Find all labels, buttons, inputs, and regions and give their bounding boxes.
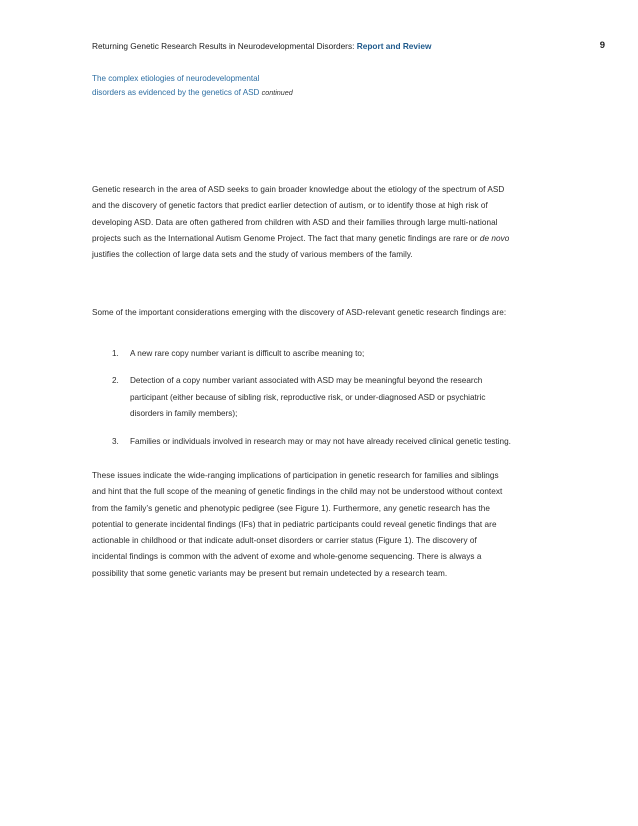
- paragraph-etiology: [92, 182, 512, 263]
- section-heading-line1: The complex etiologies of neurodevelopmental: [92, 74, 260, 83]
- list-item-number: 3.: [112, 437, 119, 447]
- section-heading-line2: disorders as evidenced by the genetics of ASD: [92, 87, 262, 97]
- paragraph-implications: These issues indicate the wide-ranging implications of participation in genetic research for families and siblings and hint that the full scope of the meaning of genetic findings in the child may not be understood without context from the family’s genetic and phenotypic pedigree (see Figure 1). Furthermore, any genetic research has the potential to generate incidental findings (IFs) that in pediatric participants could reveal genetic findings that are actionable in childhood or that indicate adult-onset disorders or carrier status (Figure 1). The discovery of incidental findings is common with the advent of exome and whole-genome sequencing. There is always a possibility that some genetic variants may be present but remain undetected by a research team.: [92, 471, 503, 578]
- paragraph-etiology-italic: de novo: [479, 233, 510, 243]
- continued-label: continued: [261, 87, 293, 97]
- running-header: [92, 39, 604, 53]
- list-item: [92, 373, 512, 422]
- list-item-text: Detection of a copy number variant associated with ASD may be meaningful beyond the research participant (either because of sibling risk, reproductive risk, or under-diagnosed ASD or psychiatric disorders in family members);: [130, 376, 486, 418]
- paragraph-etiology-text-b: justifies the collection of large data sets and the study of various members of the family.: [92, 250, 413, 260]
- report-title: Returning Genetic Research Results in Neurodevelopmental Disorders:: [92, 41, 357, 51]
- list-item: [92, 434, 512, 450]
- list-item-number: 1.: [112, 349, 119, 358]
- list-item-text: Families or individuals involved in research may or may not have already received clinical genetic testing.: [130, 437, 511, 447]
- paragraph-etiology-text-a: Genetic research in the area of ASD seeks to gain broader knowledge about the etiology of the spectrum of ASD and the discovery of genetic factors that predict earlier detection of autism, or to identify those at high risk of developing ASD. Data are often gathered from children with ASD and their families through large multi-national projects such as the International Autism Genome Project. The fact that many genetic findings are rare or: [92, 185, 505, 243]
- report-subtitle: Report and Review: [356, 41, 432, 51]
- list-item: [92, 346, 512, 362]
- list-item-text: A new rare copy number variant is difficult to ascribe meaning to;: [130, 349, 365, 358]
- page-number: 9: [599, 40, 605, 51]
- list-item-number: 2.: [112, 376, 119, 386]
- considerations-list: [92, 346, 512, 462]
- paragraph-considerations: Some of the important considerations emerging with the discovery of ASD-relevant genetic research findings are:: [92, 308, 507, 317]
- section-heading: [92, 72, 392, 99]
